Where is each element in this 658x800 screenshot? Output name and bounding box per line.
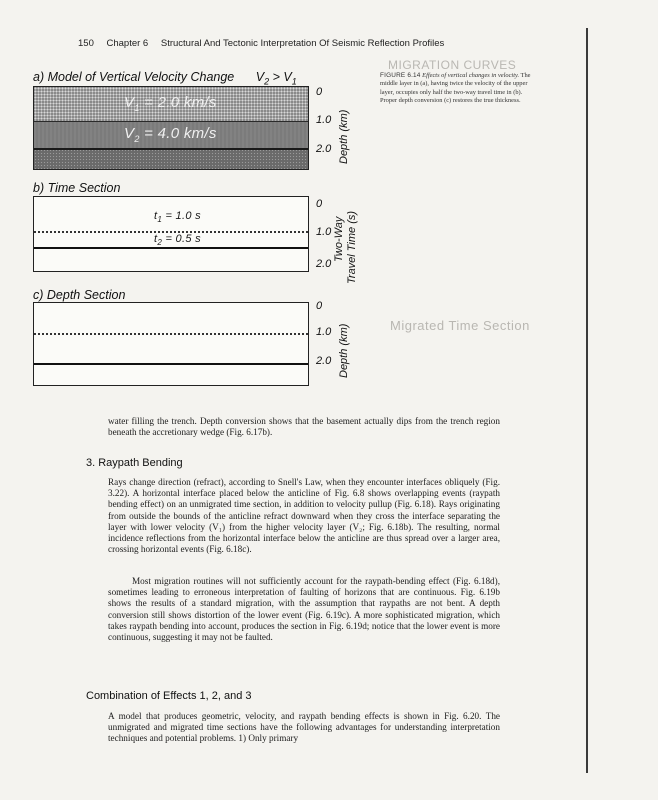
section-heading-raypath: 3. Raypath Bending [86,457,183,469]
time-event-2 [34,247,308,249]
t1-label: $t_1 = 1.0$ s [154,210,201,225]
caption-italic: Effects of vertical changes in velocity. [422,72,520,79]
paragraph-combination: A model that produces geometric, velocity, and raypath bending effects is shown in Fig. 6.20. The unmigrated and migrated time sections have the following advantages for understanding interpretation techniques and potential problems. 1) Only primary [108,711,500,744]
velocity-condition: $V_2 > V_1$ [255,70,297,87]
layer1-velocity-label: $V_1 = 2.0$ km/s [124,94,217,113]
figure-number: FIGURE 6.14 [380,72,421,79]
panel-b-title: b) Time Section [33,181,121,195]
depth-event-2 [34,363,308,365]
bleed-through-text: MIGRATION CURVES [388,58,517,72]
t2-label: $t_2 = 0.5$ s [154,233,201,248]
panel-b-tick-1: 1.0 [316,226,332,238]
time-section-box [33,196,309,272]
running-title: Structural And Tectonic Interpretation Of Seismic Reflection Profiles [160,38,445,49]
page-number: 150 [78,38,94,49]
paragraph-raypath-2: Most migration routines will not sufficiently account for the raypath-bending effect (Fig. 6.18d), sometimes leading to erroneous interpretation of faulting of horizons that are continuous. Fig. 6.19b shows the results of a standard migration, with the assumption that raypaths are not bent. A depth conversion still shows distortion of the lower event (Fig. 6.19c). A more sophisticated migration, which takes raypath bending into account, produces the section in Fig. 6.19d; notice that the lower event is more continuous, suggesting it may not be faulted. [108,576,500,643]
bleed-through-text: Migrated Time Section [390,318,530,333]
running-header [78,38,454,49]
panel-b-axis-label-2: Travel Time (s) [346,210,358,284]
layer2-velocity-label: $V_2 = 4.0$ km/s [124,125,217,144]
panel-a-tick-0: 0 [316,86,323,98]
velocity-model-box [33,86,309,170]
panel-a-axis-label: Depth (km) [338,109,350,164]
section-heading-combination: Combination of Effects 1, 2, and 3 [86,690,252,702]
paragraph-raypath-1: Rays change direction (refract), according to Snell's Law, when they encounter interfaces obliquely (Fig. 3.22). A horizontal interface placed below the anticline of Fig. 6.8 shows overlapping events (raypath bending effect) on an unmigrated time section, in addition to velocity pullup (Fig. 6.18). Rays originating from outside the bounds of the anticline refract downward when they cross the interface separating the layer with lower velocity (V₁) from the higher velocity layer (V₂; Fig. 6.18b). The resulting, normal incidence reflections from the horizontal interface below the anticline are thus spread over a larger area, crossing horizontal events (Fig. 6.18c). [108,477,500,555]
panel-c-title: c) Depth Section [33,288,126,302]
depth-event-1 [34,333,308,335]
panel-c-tick-0: 0 [316,300,323,312]
chapter-label: Chapter 6 [106,38,149,49]
panel-a-tick-2: 2.0 [316,143,332,155]
panel-a-title: a) Model of Vertical Velocity Change $V_2 > V_1$ [33,70,297,87]
figure-caption [380,72,540,105]
page-gutter-line [586,28,588,773]
panel-b-axis-label-1: Two-Way [333,216,345,262]
panel-a-tick-1: 1.0 [316,114,332,126]
panel-c-tick-1: 1.0 [316,326,332,338]
caption-text: The middle layer in (a), having twice the velocity of the upper layer, occupies only half the two-way travel time in (b). Proper depth conversion (c) restores the true thickness. [380,72,531,104]
basement-layer [34,149,308,169]
interface-2 [34,148,308,150]
depth-section-box [33,302,309,386]
panel-c-axis-label: Depth (km) [338,323,350,378]
panel-b-tick-0: 0 [316,198,323,210]
paragraph-intro: water filling the trench. Depth conversion shows that the basement actually dips from the trench region beneath the accretionary wedge (Fig. 6.17b). [108,416,500,438]
interface-1 [34,121,308,122]
panel-c-tick-2: 2.0 [316,355,332,367]
panel-b-tick-2: 2.0 [316,258,332,270]
